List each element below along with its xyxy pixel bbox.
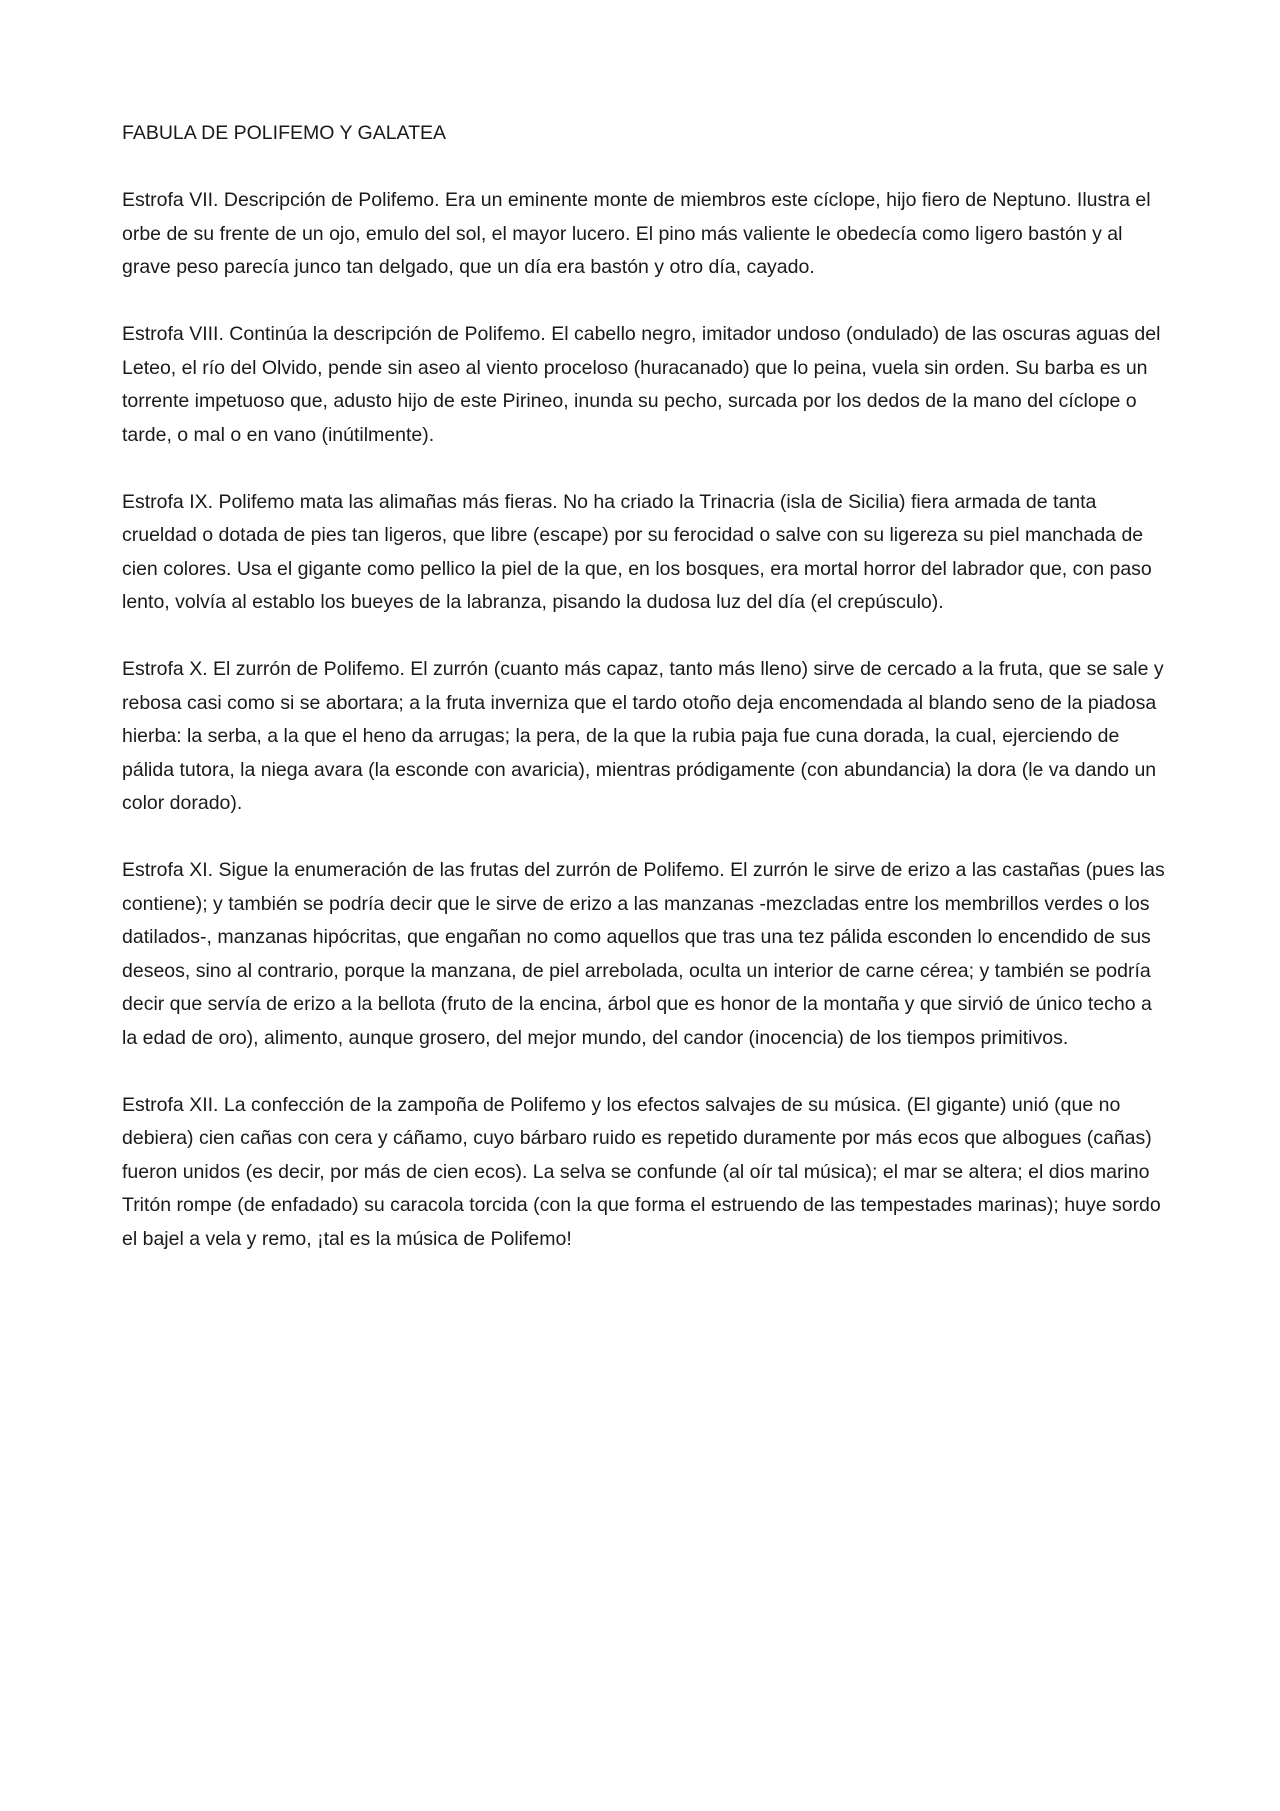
stanza-xi: Estrofa XI. Sigue la enumeración de las frutas del zurrón de Polifemo. El zurrón le sirve de erizo a las castañas (pues las contiene); y también se podría decir que le sirve de erizo a las manzanas -mezcladas entre los membrillos verdes o los datilados-, manzanas hipócritas, que engañan no como aquellos que tras una tez pálida esconden lo encendido de sus deseos, sino al contrario, porque la manzana, de piel arrebolada, oculta un interior de carne cérea; y también se podría decir que servía de erizo a la bellota (fruto de la encina, árbol que es honor de la montaña y que sirvió de único techo a la edad de oro), alimento, aunque grosero, del mejor mundo, del candor (inocencia) de los tiempos primitivos.: [122, 859, 1165, 1049]
stanza-xii: Estrofa XII. La confección de la zampoña de Polifemo y los efectos salvajes de su música. (El gigante) unió (que no debiera) cien cañas con cera y cáñamo, cuyo bárbaro ruido es repetido duramente por más ecos que albogues (cañas) fueron unidos (es decir, por más de cien ecos). La selva se confunde (al oír tal música); el mar se altera; el dios marino Tritón rompe (de enfadado) su caracola torcida (con la que forma el estruendo de las tempestades marinas); huye sordo el bajel a vela y remo, ¡tal es la música de Polifemo!: [122, 1093, 1161, 1250]
stanza-x: Estrofa X. El zurrón de Polifemo. El zurrón (cuanto más capaz, tanto más lleno) sirve de cercado a la fruta, que se sale y rebosa casi como si se abortara; a la fruta inverniza que el tardo otoño deja encomendada al blando seno de la piadosa hierba: la serba, a la que el heno da arrugas; la pera, de la que la rubia paja fue cuna dorada, la cual, ejerciendo de pálida tutora, la niega avara (la esconde con avaricia), mientras pródigamente (con abundancia) la dora (le va dando un color dorado).: [122, 658, 1164, 814]
stanza-viii: Estrofa VIII. Continúa la descripción de Polifemo. El cabello negro, imitador undoso (ondulado) de las oscuras aguas del Leteo, el río del Olvido, pende sin aseo al viento proceloso (huracanado) que lo peina, vuela sin orden. Su barba es un torrente impetuoso que, adusto hijo de este Pirineo, inunda su pecho, surcada por los dedos de la mano del cíclope o tarde, o mal o en vano (inútilmente).: [122, 323, 1161, 446]
stanza-vii: Estrofa VII. Descripción de Polifemo. Era un eminente monte de miembros este cíclope, hijo fiero de Neptuno. Ilustra el orbe de su frente de un ojo, emulo del sol, el mayor lucero. El pino más valiente le obedecía como ligero bastón y al grave peso parecía junco tan delgado, que un día era bastón y otro día, cayado.: [122, 189, 1151, 278]
document-title: FABULA DE POLIFEMO Y GALATEA: [122, 122, 447, 144]
stanza-ix: Estrofa IX. Polifemo mata las alimañas más fieras. No ha criado la Trinacria (isla de Sicilia) fiera armada de tanta crueldad o dotada de pies tan ligeros, que libre (escape) por su ferocidad o salve con su ligereza su piel manchada de cien colores. Usa el gigante como pellico la piel de la que, en los bosques, era mortal horror del labrador que, con paso lento, volvía al establo los bueyes de la labranza, pisando la dudosa luz del día (el crepúsculo).: [122, 490, 1152, 613]
document-body: [122, 117, 1172, 1290]
